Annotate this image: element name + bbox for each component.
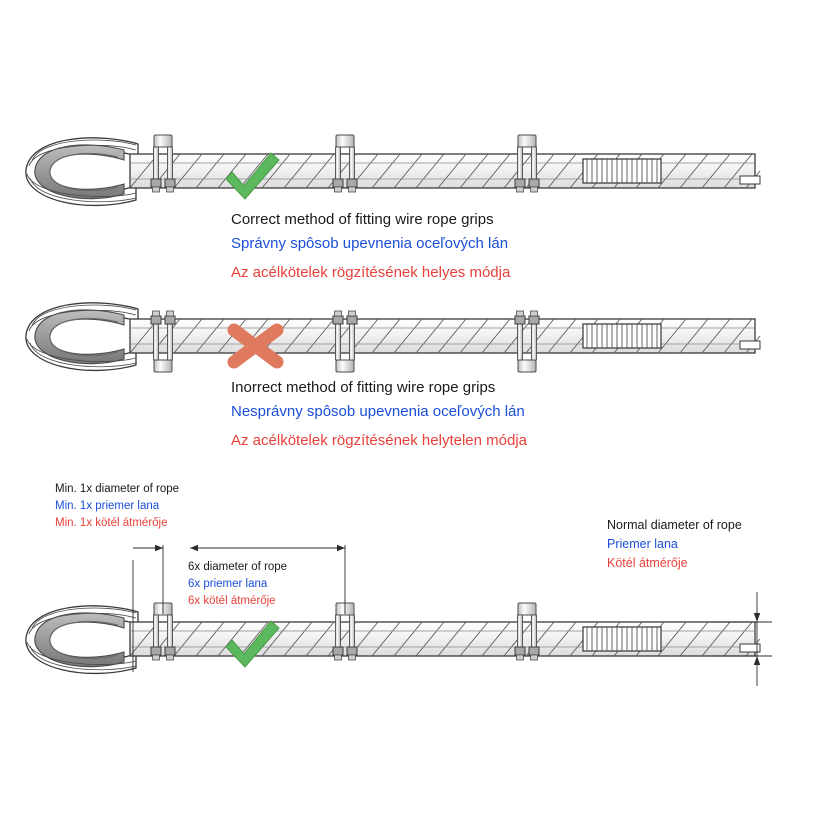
caption-correct-sk: Správny spôsob upevnenia oceľových lán: [231, 235, 509, 252]
label-min-diameter-en: Min. 1x diameter of rope: [55, 483, 180, 495]
caption-incorrect-hu: Az acélkötelek rögzítésének helytelen módja: [231, 432, 528, 449]
label-min-diameter-hu: Min. 1x kötél átmérője: [55, 517, 168, 529]
caption-incorrect-sk: Nesprávny spôsob upevnenia oceľových lán: [231, 403, 525, 420]
figure-correct: [26, 135, 760, 205]
caption-incorrect-en: Inorrect method of fitting wire rope grips: [231, 379, 496, 396]
label-six-diameter-en: 6x diameter of rope: [188, 561, 288, 573]
label-normal-diameter-sk: Priemer lana: [607, 537, 678, 551]
label-normal-diameter-en: Normal diameter of rope: [607, 518, 742, 532]
label-six-diameter-sk: 6x priemer lana: [188, 578, 268, 590]
caption-correct-en: Correct method of fitting wire rope grips: [231, 211, 494, 228]
figure-incorrect: [26, 303, 760, 372]
caption-correct-hu: Az acélkötelek rögzítésének helyes módja: [231, 264, 511, 281]
label-min-diameter-sk: Min. 1x priemer lana: [55, 500, 160, 512]
label-normal-diameter-hu: Kötél átmérője: [607, 556, 688, 570]
rope-body-3: [130, 622, 760, 656]
rope-body-2: [130, 319, 760, 353]
rope-body-1: [130, 154, 760, 188]
label-six-diameter-hu: 6x kötél átmérője: [188, 595, 276, 607]
